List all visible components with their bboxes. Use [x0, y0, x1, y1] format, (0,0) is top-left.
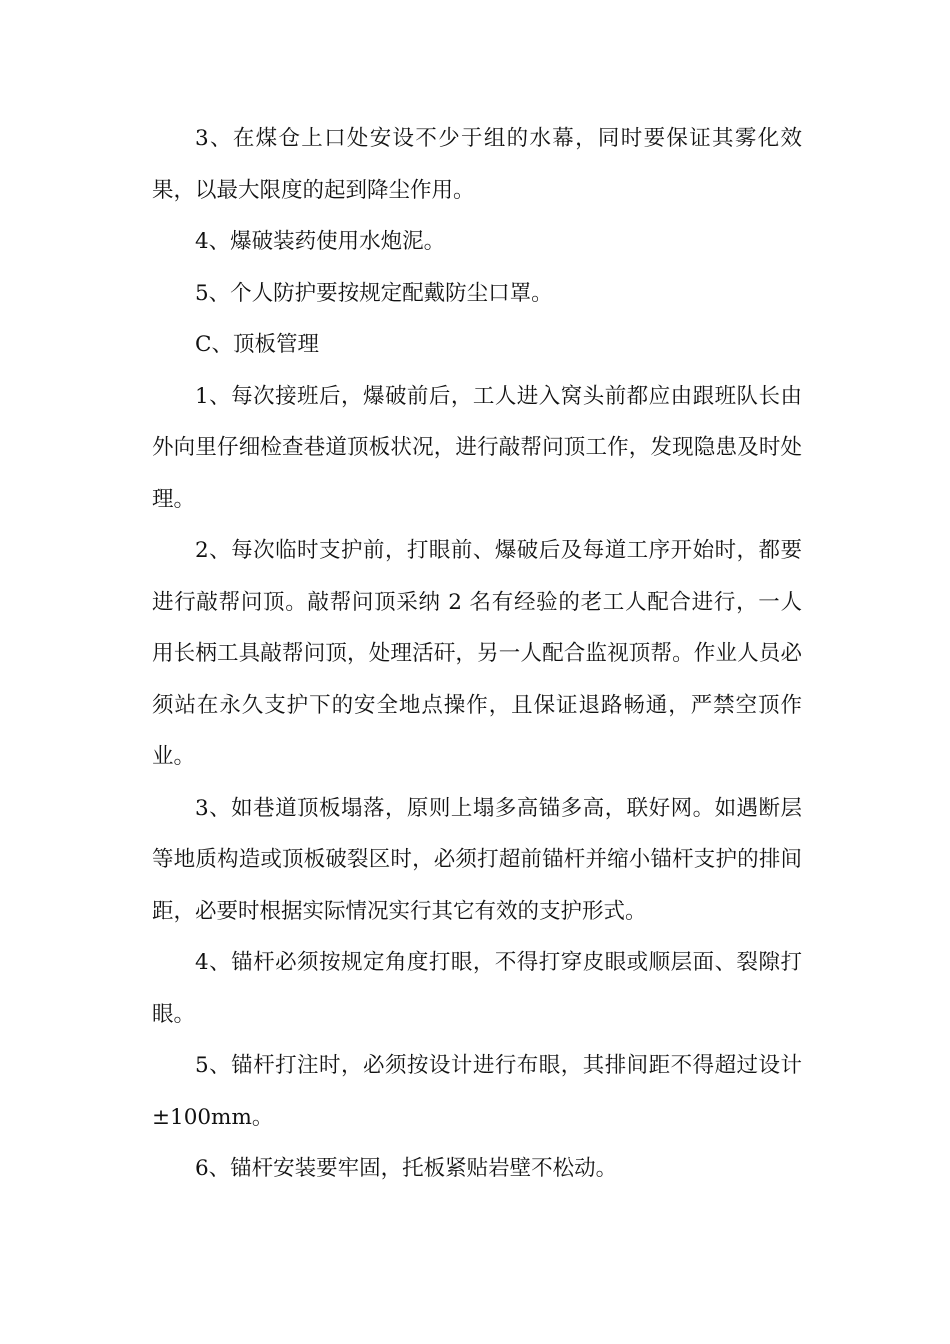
paragraph-bolt-drilling-angle: 4、锚杆必须按规定角度打眼，不得打穿皮眼或顺层面、裂隙打眼。: [152, 950, 802, 1027]
paragraph-roof-inspection: 1、每次接班后，爆破前后，工人进入窝头前都应由跟班队长由外向里仔细检查巷道顶板状况，进行敲帮问顶工作，发现隐患及时处理。: [152, 383, 802, 512]
paragraph-dust-water-curtain: 3、在煤仓上口处安设不少于组的水幕，同时要保证其雾化效果，以最大限度的起到降尘作用。: [152, 126, 802, 203]
paragraph-water-stemming: 4、爆破装药使用水炮泥。: [195, 229, 446, 254]
paragraph-dust-mask: 5、个人防护要按规定配戴防尘口罩。: [195, 280, 553, 306]
paragraph-bolt-installation: 6、锚杆安装要牢固，托板紧贴岩壁不松动。: [195, 1156, 618, 1181]
document-body: [152, 113, 802, 1195]
paragraph-roof-collapse: 3、如巷道顶板塌落，原则上塌多高锚多高，联好网。如遇断层等地质构造或顶板破裂区时，必须打超前锚杆并缩小锚杆支护的排间距，必要时根据实际情况实行其它有效的支护形式。: [152, 795, 802, 924]
paragraph-bolt-spacing: 5、锚杆打注时，必须按设计进行布眼，其排间距不得超过设计±100mm。: [152, 1053, 802, 1130]
section-heading-roof-management: C、顶板管理: [195, 332, 319, 357]
paragraph-temporary-support: 2、每次临时支护前，打眼前、爆破后及每道工序开始时，都要进行敲帮问顶。敲帮问顶采纳 2 名有经验的老工人配合进行，一人用长柄工具敲帮问顶，处理活矸，另一人配合监视顶帮。作业人员必须站在永久支护下的安全地点操作，且保证退路畅通，严禁空顶作业。: [152, 538, 802, 769]
